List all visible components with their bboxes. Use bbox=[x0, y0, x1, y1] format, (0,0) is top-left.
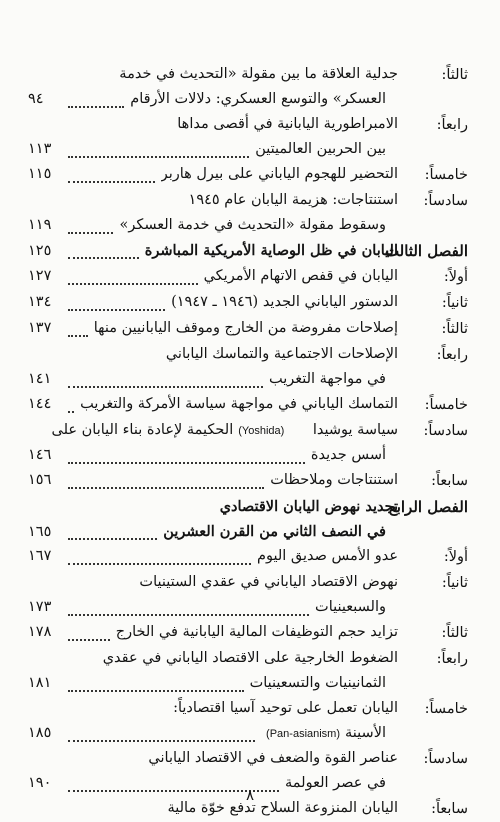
entry-title: اليابان في قفص الاتهام الأمريكي bbox=[203, 268, 398, 284]
entry-label: ثانياً: bbox=[441, 295, 468, 311]
toc-entry bbox=[28, 392, 468, 418]
page-ref: ١٥٦ bbox=[28, 472, 52, 488]
entry-label: رابعاً: bbox=[436, 117, 468, 133]
entry-title: سياسة يوشيدا bbox=[312, 422, 398, 438]
entry-title: الضغوط الخارجية على الاقتصاد الياباني في عقدي bbox=[102, 650, 398, 666]
page-ref: ١٦٥ bbox=[28, 524, 52, 540]
page-ref: ١٤٤ bbox=[28, 396, 52, 412]
page-ref: ١٨١ bbox=[28, 675, 52, 691]
leader-dots bbox=[68, 372, 263, 388]
leader-dots bbox=[68, 524, 157, 540]
entry-line bbox=[28, 494, 398, 519]
leader-dots bbox=[68, 676, 244, 692]
toc-entry bbox=[28, 620, 468, 646]
leader-dots bbox=[68, 625, 110, 641]
entry-title-cont: الحكيمة لإعادة بناء اليابان على bbox=[51, 422, 234, 438]
toc-entry bbox=[28, 418, 468, 468]
entry-title: إصلاحات مفروضة من الخارج وموقف اليابانيين منها bbox=[93, 320, 398, 336]
toc-entry bbox=[28, 646, 468, 696]
entry-title: جدلية العلاقة ما بين مقولة «التحديث في خدمة bbox=[119, 66, 398, 82]
leader-dots bbox=[68, 167, 155, 183]
entry-line bbox=[28, 443, 386, 468]
entry-line bbox=[28, 316, 398, 341]
toc-entry bbox=[28, 316, 468, 342]
latin-term: (Pan-asianism) bbox=[266, 728, 341, 740]
toc-entry bbox=[28, 188, 468, 238]
page-ref: ١٤٦ bbox=[28, 447, 52, 463]
entry-title: وسقوط مقولة «التحديث في خدمة العسكر» bbox=[119, 217, 386, 233]
entry-title: استنتاجات: هزيمة اليابان عام ١٩٤٥ bbox=[188, 192, 398, 208]
leader-dots bbox=[68, 218, 113, 234]
toc-entry bbox=[28, 290, 468, 316]
leader-dots bbox=[68, 600, 309, 616]
page-ref: ١٣٧ bbox=[28, 320, 52, 336]
page-ref: ١٢٥ bbox=[28, 243, 52, 259]
toc-entry bbox=[28, 468, 468, 494]
entry-title: الامبراطورية اليابانية في أقصى مداها bbox=[177, 116, 398, 132]
entry-title: الإصلاحات الاجتماعية والتماسك الياباني bbox=[165, 346, 398, 362]
entry-title: الثمانينيات والتسعينيات bbox=[249, 675, 386, 691]
toc-entry bbox=[28, 112, 468, 162]
leader-dots bbox=[68, 92, 124, 108]
entry-label: الفصل الرابع bbox=[388, 498, 468, 516]
entry-line bbox=[28, 595, 386, 620]
leader-dots bbox=[68, 243, 139, 259]
toc-chapter-entry bbox=[28, 238, 468, 264]
entry-title: والسبعينيات bbox=[315, 599, 386, 615]
entry-title: تجديد نهوض اليابان الاقتصادي bbox=[219, 498, 398, 515]
entry-line bbox=[28, 264, 398, 289]
entry-line bbox=[28, 112, 398, 137]
page-ref: ١٧٣ bbox=[28, 599, 52, 615]
page-ref: ١٦٧ bbox=[28, 548, 52, 564]
entry-label: ثانياً: bbox=[441, 575, 468, 591]
entry-line bbox=[28, 519, 386, 544]
leader-dots bbox=[68, 397, 74, 413]
toc-entry bbox=[28, 62, 468, 112]
entry-title: الأسينة bbox=[345, 725, 386, 741]
entry-title: نهوض الاقتصاد الياباني في عقدي الستينيات bbox=[139, 574, 398, 590]
entry-title: اليابان تعمل على توحيد آسيا اقتصادياً: bbox=[173, 700, 398, 716]
entry-line bbox=[28, 620, 398, 645]
entry-line bbox=[28, 162, 398, 187]
entry-title: اليابان في ظل الوصاية الأمريكية المباشرة bbox=[144, 242, 398, 259]
leader-dots bbox=[68, 448, 305, 464]
leader-dots bbox=[68, 549, 251, 565]
entry-label: خامساً: bbox=[424, 397, 468, 413]
entry-title: عدو الأمس صديق اليوم bbox=[257, 548, 398, 564]
leader-dots bbox=[68, 295, 165, 311]
entry-title: اليابان المنزوعة السلاح تدفع خوّة مالية bbox=[167, 800, 398, 816]
entry-line bbox=[28, 213, 386, 238]
entry-title: التماسك الياباني في مواجهة سياسة الأمركة والتغريب bbox=[80, 396, 398, 412]
entry-line bbox=[28, 746, 398, 771]
toc-chapter-entry bbox=[28, 494, 468, 544]
entry-label: رابعاً: bbox=[436, 347, 468, 363]
toc-entry bbox=[28, 264, 468, 290]
entry-title: التحضير للهجوم الياباني على بيرل هاربر bbox=[160, 166, 398, 182]
page-number: ٨ bbox=[245, 786, 255, 804]
page-ref: ١١٩ bbox=[28, 217, 52, 233]
page-ref: ١٧٨ bbox=[28, 624, 52, 640]
toc-entry bbox=[28, 696, 468, 746]
entry-label: أولاً: bbox=[443, 549, 468, 565]
entry-title: أسس جديدة bbox=[310, 447, 386, 463]
entry-label: سابعاً: bbox=[431, 801, 468, 817]
entry-line bbox=[28, 238, 398, 263]
page-ref: ١٨٥ bbox=[28, 725, 52, 741]
entry-line bbox=[28, 721, 386, 746]
entry-label: سادساً: bbox=[423, 423, 468, 439]
entry-label: ثالثاً: bbox=[441, 321, 468, 337]
leader-dots bbox=[68, 726, 255, 742]
entry-line bbox=[28, 62, 398, 87]
entry-label: ثالثاً: bbox=[441, 625, 468, 641]
entry-line bbox=[28, 87, 386, 112]
page-ref: ١٣٤ bbox=[28, 294, 52, 310]
page-ref: ١١٥ bbox=[28, 166, 52, 182]
entry-title: في النصف الثاني من القرن العشرين bbox=[163, 523, 386, 540]
entry-line bbox=[28, 544, 398, 569]
entry-title: في مواجهة التغريب bbox=[268, 371, 386, 387]
entry-line bbox=[28, 290, 398, 315]
entry-line bbox=[28, 468, 398, 493]
entry-line bbox=[28, 342, 398, 367]
entry-label: الفصل الثالث bbox=[384, 242, 468, 260]
entry-title: بين الحربين العالميتين bbox=[255, 141, 386, 157]
page-ref: ٩٤ bbox=[28, 91, 44, 107]
leader-dots bbox=[68, 142, 249, 158]
entry-line bbox=[28, 188, 398, 213]
entry-line bbox=[28, 671, 386, 696]
entry-line bbox=[28, 570, 398, 595]
entry-label: سادساً: bbox=[423, 193, 468, 209]
entry-label: رابعاً: bbox=[436, 651, 468, 667]
entry-title: تزايد حجم التوظيفات المالية اليابانية في الخارج bbox=[115, 624, 398, 640]
entry-title: استنتاجات وملاحظات bbox=[270, 472, 398, 488]
toc-entry bbox=[28, 342, 468, 392]
entry-label: سابعاً: bbox=[431, 473, 468, 489]
leader-dots bbox=[68, 321, 88, 337]
page-ref: ١٤١ bbox=[28, 371, 52, 387]
page-ref: ١٩٠ bbox=[28, 775, 52, 791]
entry-line bbox=[28, 696, 398, 721]
toc-entry bbox=[28, 162, 468, 188]
entry-title: العسكر» والتوسع العسكري: دلالات الأرقام bbox=[130, 91, 386, 107]
toc-entry bbox=[28, 570, 468, 620]
toc-entry bbox=[28, 544, 468, 570]
leader-dots bbox=[68, 473, 264, 489]
entry-line bbox=[28, 646, 398, 671]
entry-label: سادساً: bbox=[423, 751, 468, 767]
entry-label: خامساً: bbox=[424, 701, 468, 717]
entry-label: أولاً: bbox=[443, 269, 468, 285]
entry-title: عناصر القوة والضعف في الاقتصاد الياباني bbox=[148, 750, 398, 766]
latin-term: (Yoshida) bbox=[238, 425, 285, 437]
table-of-contents bbox=[28, 62, 468, 822]
page-ref: ١١٣ bbox=[28, 141, 52, 157]
entry-line bbox=[28, 367, 386, 392]
entry-label: ثالثاً: bbox=[441, 67, 468, 83]
entry-title: في عصر العولمة bbox=[285, 775, 386, 791]
entry-line bbox=[28, 392, 398, 417]
entry-label: خامساً: bbox=[424, 167, 468, 183]
entry-line bbox=[28, 137, 386, 162]
page-ref: ١٢٧ bbox=[28, 268, 52, 284]
leader-dots bbox=[68, 269, 198, 285]
entry-line bbox=[28, 418, 398, 443]
entry-title: الدستور الياباني الجديد (١٩٤٦ ـ ١٩٤٧) bbox=[171, 294, 398, 310]
